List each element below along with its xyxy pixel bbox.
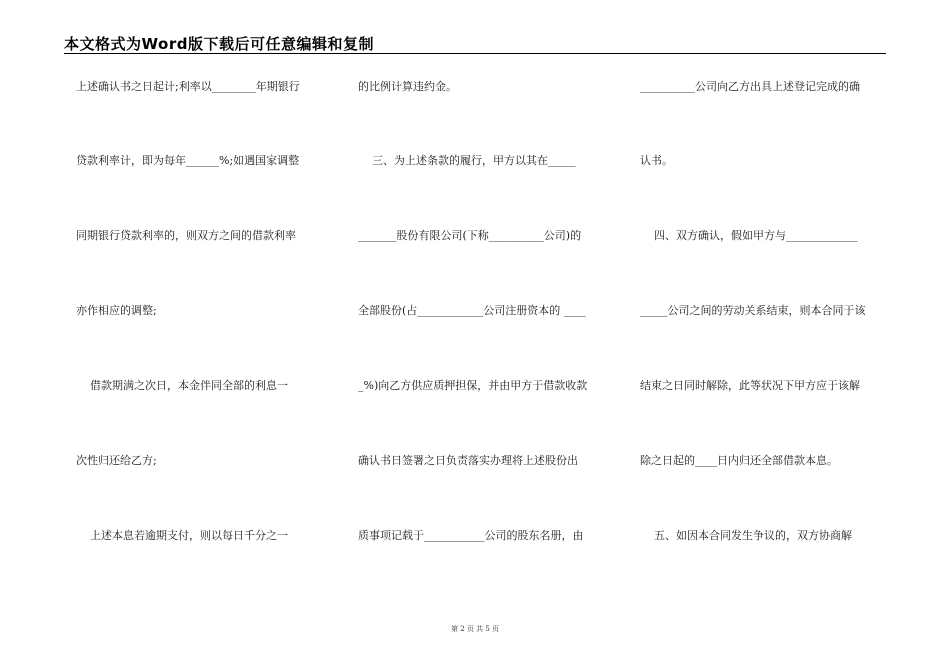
text-line: 同期银行贷款利率的，则双方之间的借款利率 xyxy=(76,229,296,242)
text-line: 全部股份(占____________公司注册资本的 ____ xyxy=(358,304,586,317)
text-line: 五、如因本合同发生争议的，双方协商解 xyxy=(640,529,852,542)
text-line: _______股份有限公司(下称__________公司)的 xyxy=(358,229,582,242)
text-line: __________公司向乙方出具上述登记完成的确 xyxy=(640,80,860,93)
text-line: 确认书日签署之日负责落实办理将上述股份出 xyxy=(358,454,578,467)
text-line: 贷款利率计，即为每年______%;如遇国家调整 xyxy=(76,154,300,167)
text-line: 次性归还给乙方; xyxy=(76,454,157,467)
text-line: 上述确认书之日起计;利率以________年期银行 xyxy=(76,80,300,93)
text-line: 的比例计算违约金。 xyxy=(358,80,457,93)
header-divider xyxy=(64,53,886,54)
text-line: 除之日起的____日内归还全部借款本息。 xyxy=(640,454,838,467)
text-line: _____公司之间的劳动关系结束，则本合同于该 xyxy=(640,304,866,317)
text-line: _%)向乙方供应质押担保，并由甲方于借款收款 xyxy=(358,379,588,392)
page-number: 第 2 页 共 5 页 xyxy=(450,625,500,633)
text-line: 结束之日同时解除，此等状况下甲方应于该解 xyxy=(640,379,860,392)
text-line: 上述本息若逾期支付，则以每日千分之一 xyxy=(76,529,288,542)
text-line: 亦作相应的调整; xyxy=(76,304,157,317)
text-line: 三、为上述条款的履行，甲方以其在_____ xyxy=(358,154,576,167)
text-line: 四、双方确认，假如甲方与_____________ xyxy=(640,229,858,242)
text-line: 质事项记载于___________公司的股东名册，由 xyxy=(358,529,584,542)
text-line: 借款期满之次日，本金伴同全部的利息一 xyxy=(76,379,288,392)
text-line: 认书。 xyxy=(640,154,673,167)
document-header-title: 本文格式为Word版下载后可任意编辑和复制 xyxy=(64,35,374,53)
